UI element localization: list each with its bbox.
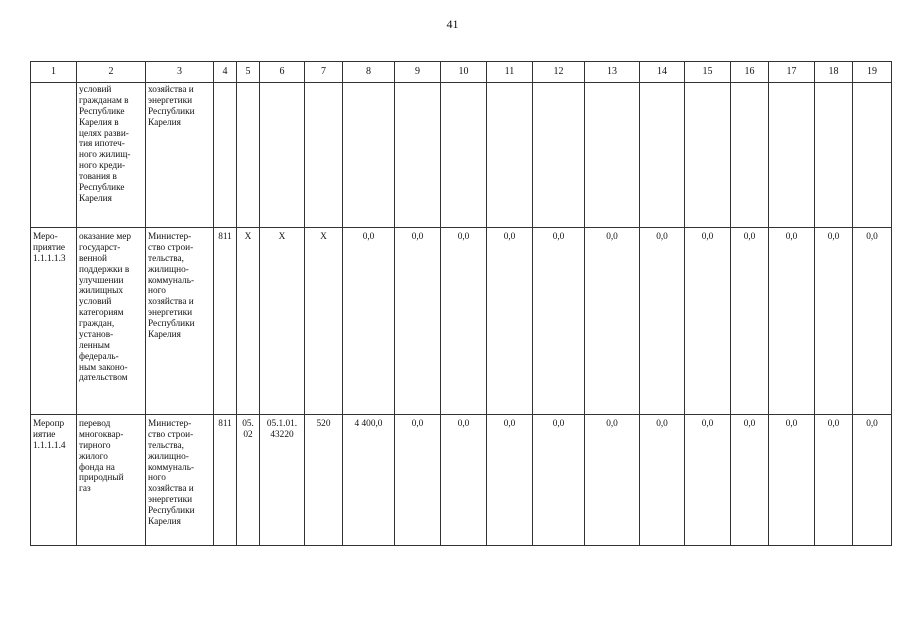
budget-table (30, 61, 892, 546)
column-header: 19 (853, 62, 892, 83)
cell-vr: Х (305, 228, 343, 415)
cell-csr (260, 83, 305, 228)
cell-description: оказание мер государст- венной поддержки в улучшении жилищных условий категориям граждан, установ- ленным федераль- ным законо- дательством (77, 228, 146, 415)
cell-executor: Министер- ство строи- тельства, жилищно- коммуналь- ного хозяйства и энергетики Республики Карелия (146, 415, 214, 546)
cell-value: 0,0 (441, 228, 487, 415)
cell-value (343, 83, 395, 228)
cell-description: перевод многоквар- тирного жилого фонда на природный газ (77, 415, 146, 546)
cell-executor: хозяйства и энергетики Республики Карелия (146, 83, 214, 228)
cell-value: 0,0 (815, 228, 853, 415)
cell-rzpr: Х (237, 228, 260, 415)
cell-grbs: 811 (214, 415, 237, 546)
cell-value: 0,0 (533, 415, 585, 546)
cell-value: 0,0 (487, 415, 533, 546)
cell-value: 0,0 (731, 415, 769, 546)
column-header: 9 (395, 62, 441, 83)
cell-value: 0,0 (585, 415, 640, 546)
cell-value: 0,0 (441, 415, 487, 546)
column-header: 11 (487, 62, 533, 83)
cell-value: 0,0 (395, 415, 441, 546)
cell-csr: 05.1.01. 43220 (260, 415, 305, 546)
cell-value: 0,0 (640, 415, 685, 546)
header-row (31, 62, 892, 83)
column-header: 5 (237, 62, 260, 83)
column-header: 8 (343, 62, 395, 83)
column-header: 15 (685, 62, 731, 83)
cell-csr: Х (260, 228, 305, 415)
column-header: 14 (640, 62, 685, 83)
cell-value (395, 83, 441, 228)
cell-rzpr: 05. 02 (237, 415, 260, 546)
column-header: 7 (305, 62, 343, 83)
cell-value: 0,0 (815, 415, 853, 546)
page-number: 41 (446, 17, 459, 31)
cell-value (585, 83, 640, 228)
cell-value: 0,0 (685, 228, 731, 415)
cell-description: условий гражданам в Республике Карелия в целях разви- тия ипотеч- ного жилищ- ного креди- тования в Республике Карелия (77, 83, 146, 228)
cell-value: 0,0 (640, 228, 685, 415)
cell-status (31, 83, 77, 228)
cell-vr: 520 (305, 415, 343, 546)
cell-status: Меропр иятие 1.1.1.1.4 (31, 415, 77, 546)
column-header: 3 (146, 62, 214, 83)
cell-value (441, 83, 487, 228)
cell-value (487, 83, 533, 228)
column-header: 2 (77, 62, 146, 83)
cell-value: 0,0 (853, 415, 892, 546)
cell-executor: Министер- ство строи- тельства, жилищно- коммуналь- ного хозяйства и энергетики Республики Карелия (146, 228, 214, 415)
table-row-continuation (31, 83, 892, 228)
column-header: 6 (260, 62, 305, 83)
table-row-measure-1-1-1-1-4 (31, 415, 892, 546)
column-header: 13 (585, 62, 640, 83)
column-header: 4 (214, 62, 237, 83)
cell-value: 0,0 (343, 228, 395, 415)
cell-value: 0,0 (487, 228, 533, 415)
cell-value: 0,0 (769, 228, 815, 415)
cell-rzpr (237, 83, 260, 228)
cell-value: 0,0 (853, 228, 892, 415)
cell-value: 0,0 (769, 415, 815, 546)
column-header: 10 (441, 62, 487, 83)
column-header: 1 (31, 62, 77, 83)
cell-value: 0,0 (395, 228, 441, 415)
cell-value (815, 83, 853, 228)
table-row-measure-1-1-1-1-3 (31, 228, 892, 415)
cell-value: 4 400,0 (343, 415, 395, 546)
cell-status: Меро- приятие 1.1.1.1.3 (31, 228, 77, 415)
cell-value (640, 83, 685, 228)
cell-value: 0,0 (585, 228, 640, 415)
cell-value (731, 83, 769, 228)
cell-value: 0,0 (731, 228, 769, 415)
cell-value: 0,0 (533, 228, 585, 415)
column-header: 16 (731, 62, 769, 83)
cell-value (853, 83, 892, 228)
cell-grbs (214, 83, 237, 228)
cell-grbs: 811 (214, 228, 237, 415)
column-header: 12 (533, 62, 585, 83)
cell-vr (305, 83, 343, 228)
cell-value (769, 83, 815, 228)
cell-value: 0,0 (685, 415, 731, 546)
column-header: 17 (769, 62, 815, 83)
cell-value (685, 83, 731, 228)
column-header: 18 (815, 62, 853, 83)
cell-value (533, 83, 585, 228)
